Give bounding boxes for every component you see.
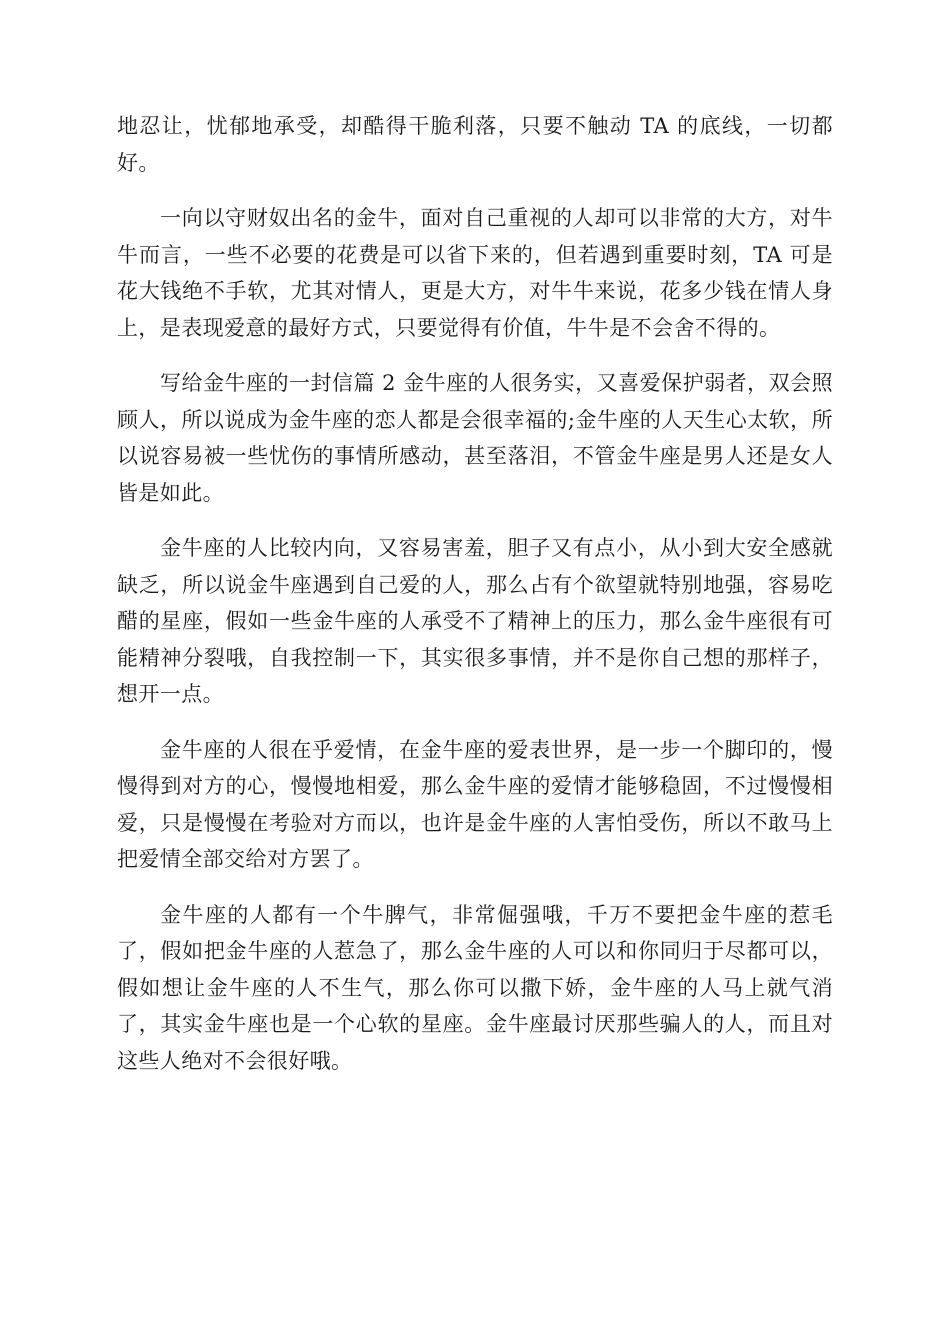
paragraph-introvert: 金牛座的人比较内向，又容易害羞，胆子又有点小，从小到大安全感就缺乏，所以说金牛座遇到自己爱的人，那么占有个欲望就特别地强，容易吃醋的星座，假如一些金牛座的人承受不了精神上的压力，那么金牛座很有可能精神分裂哦，自我控制一下，其实很多事情，并不是你自己想的那样子，想开一点。 xyxy=(117,536,833,706)
document-body xyxy=(117,108,833,1098)
paragraph-spending: 一向以守财奴出名的金牛，面对自己重视的人却可以非常的大方，对牛牛而言，一些不必要的花费是可以省下来的，但若遇到重要时刻，TA 可是花大钱绝不手软，尤其对情人，更是大方，对牛牛来说，花多少钱在情人身上，是表现爱意的最好方式，只要觉得有价值，牛牛是不会舍不得的。 xyxy=(117,206,833,340)
paragraph-love: 金牛座的人很在乎爱情，在金牛座的爱表世界，是一步一个脚印的，慢慢得到对方的心，慢慢地相爱，那么金牛座的爱情才能够稳固，不过慢慢相爱，只是慢慢在考验对方而以，也许是金牛座的人害怕受伤，所以不敢马上把爱情全部交给对方罢了。 xyxy=(117,737,833,871)
paragraph-continued: 地忍让，忧郁地承受，却酷得干脆利落，只要不触动 TA 的底线，一切都好。 xyxy=(117,114,833,175)
paragraph-letter-intro: 写给金牛座的一封信篇 2 金牛座的人很务实，又喜爱保护弱者，双会照顾人，所以说成为金牛座的恋人都是会很幸福的;金牛座的人天生心太软，所以说容易被一些忧伤的事情所感动，甚至落泪，不管金牛座是男人还是女人皆是如此。 xyxy=(117,371,833,505)
paragraph-temper: 金牛座的人都有一个牛脾气，非常倔强哦，千万不要把金牛座的惹毛了，假如把金牛座的人惹急了，那么金牛座的人可以和你同归于尽都可以，假如想让金牛座的人不生气，那么你可以撒下娇，金牛座的人马上就气消了，其实金牛座也是一个心软的星座。金牛座最讨厌那些骗人的人，而且对这些人绝对不会很好哦。 xyxy=(117,902,833,1073)
